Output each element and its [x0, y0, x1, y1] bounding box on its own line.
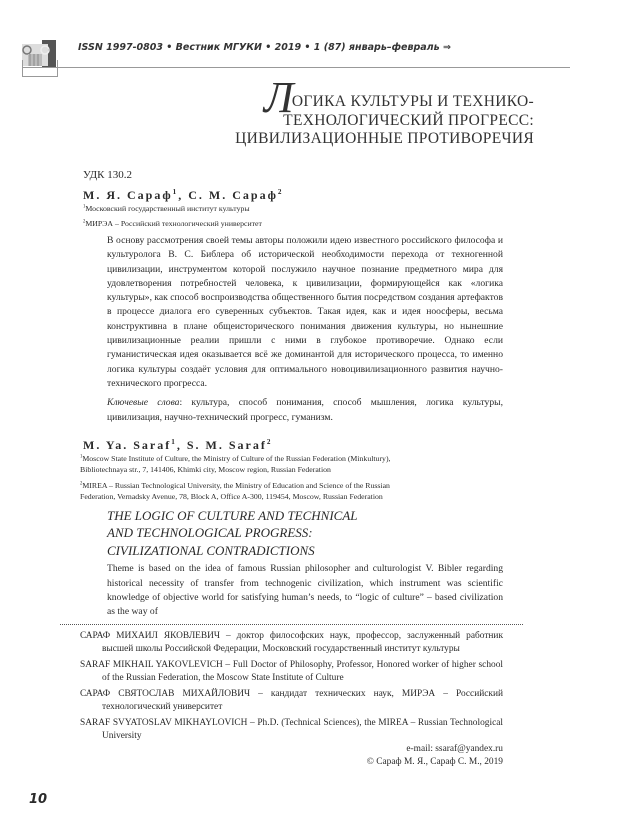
page-number: 10: [29, 792, 48, 807]
author-info-1-en: SARAF MIKHAIL YAKOVLEVICH – Full Doctor of Philosophy, Professor, Honored worker of higher school of the Russian Federation, the Moscow State Institute of Culture: [80, 659, 503, 683]
running-header: ISSN 1997-0803 • Вестник МГУКИ • 2019 • 1 (87) январь–февраль ⇒: [78, 42, 451, 53]
author-info-2-ru: САРАФ СВЯТОСЛАВ МИХАЙЛОВИЧ – кандидат технических наук, МИРЭА – Российский технологический университет: [80, 688, 503, 712]
title-initial: Л: [263, 73, 294, 122]
copyright: © Сараф М. Я., Сараф С. М., 2019: [366, 756, 503, 767]
header-frame: [22, 76, 58, 77]
keywords-ru: Ключевые слова: культура, способ понимания, способ мышления, логика культуры, цивилизация, научно-технический прогресс, гуманизм.: [107, 397, 503, 423]
header-rule: [22, 67, 570, 68]
header-frame: [57, 60, 58, 76]
title-line: ЦИВИЛИЗАЦИОННЫЕ ПРОТИВОРЕЧИЯ: [235, 130, 534, 147]
author-info-2-en: SARAF SVYATOSLAV MIKHAYLOVICH – Ph.D. (Technical Sciences), the MIREA – Russian Technological University: [80, 717, 503, 741]
author-email: e-mail: ssaraf@yandex.ru: [406, 743, 503, 754]
authors-ru: М. Я. Сараф$^1$, С. М. Сараф$^2$: [83, 188, 284, 202]
affiliation-en-2: $^2$MIREA – Russian Technological University, the Ministry of Education and Science of the Russian Federation, Vernadsky Avenue, 78, Block A, Office A-300, 119454, Moscow, Russian Federation: [80, 480, 390, 501]
header-frame: [22, 60, 23, 76]
udk-code: УДК 130.2: [83, 169, 133, 181]
authors-en: M. Ya. Saraf$^1$, S. M. Saraf$^2$: [83, 437, 273, 452]
title-line: ТЕХНОЛОГИЧЕСКИЙ ПРОГРЕСС:: [283, 111, 534, 129]
title-line: ОГИКА КУЛЬТУРЫ И ТЕХНИКО-: [291, 93, 534, 110]
journal-logo-icon: [20, 40, 58, 70]
author-info-1-ru: САРАФ МИХАИЛ ЯКОВЛЕВИЧ – доктор философских наук, профессор, заслуженный работник высшей школы Российской Федерации, Московский государственный институт культуры: [80, 630, 503, 654]
article-title-ru: [200, 73, 534, 149]
dotted-divider: [60, 624, 523, 625]
affiliation-ru-2: $^2$МИРЭА – Российский технологический университет: [83, 219, 262, 228]
affiliation-en-1: $^1$Moscow State Institute of Culture, the Ministry of Culture of the Russian Federation (Minkultury), Bibliotechnaya str., 7, 141406, Khimki city, Moscow region, Russian Federation: [80, 453, 391, 474]
article-body: [80, 168, 523, 769]
abstract-en: Theme is based on the idea of famous Russian philosopher and culturologist V. Bibler regarding historical necessity of transfer from technogenic civilization, which instrument was scientific knowledge of objective world for satisfying human’s needs, to “logic of culture” – based civilization as the way of: [107, 563, 503, 618]
abstract-ru: В основу рассмотрения своей темы авторы положили идею известного российского философа и культуролога В. С. Библера об исторической необходимости перехода от техногенной цивилизации, инструментом которой послужило научное познание предметного мира для удовлетворения потребностей человека, к цивилизации, формирующейся как «логика культуры», как способ воспроизводства общественного бытия посредством создания артефактов в процессе диалога его суверенных субъектов. Такая идея, как и идея ноосферы, весьма конструктивна в плане общеисторического понимания движения культуры, но нынешние цивилизационные реалии пришли с ними в глубокое противоречие. Однако если гуманистическая идея оказывается всё же доминантой для исторического процесса, то именно логика культуры создаёт условия для оптимального новоцивилизационного развития научно-технического прогресса.: [107, 235, 503, 389]
affiliation-ru-1: $^1$Московский государственный институт культуры: [83, 204, 250, 213]
article-title-en: THE LOGIC OF CULTURE AND TECHNICAL AND TECHNOLOGICAL PROGRESS: CIVILIZATIONAL CONTRADICTIONS: [107, 507, 358, 558]
